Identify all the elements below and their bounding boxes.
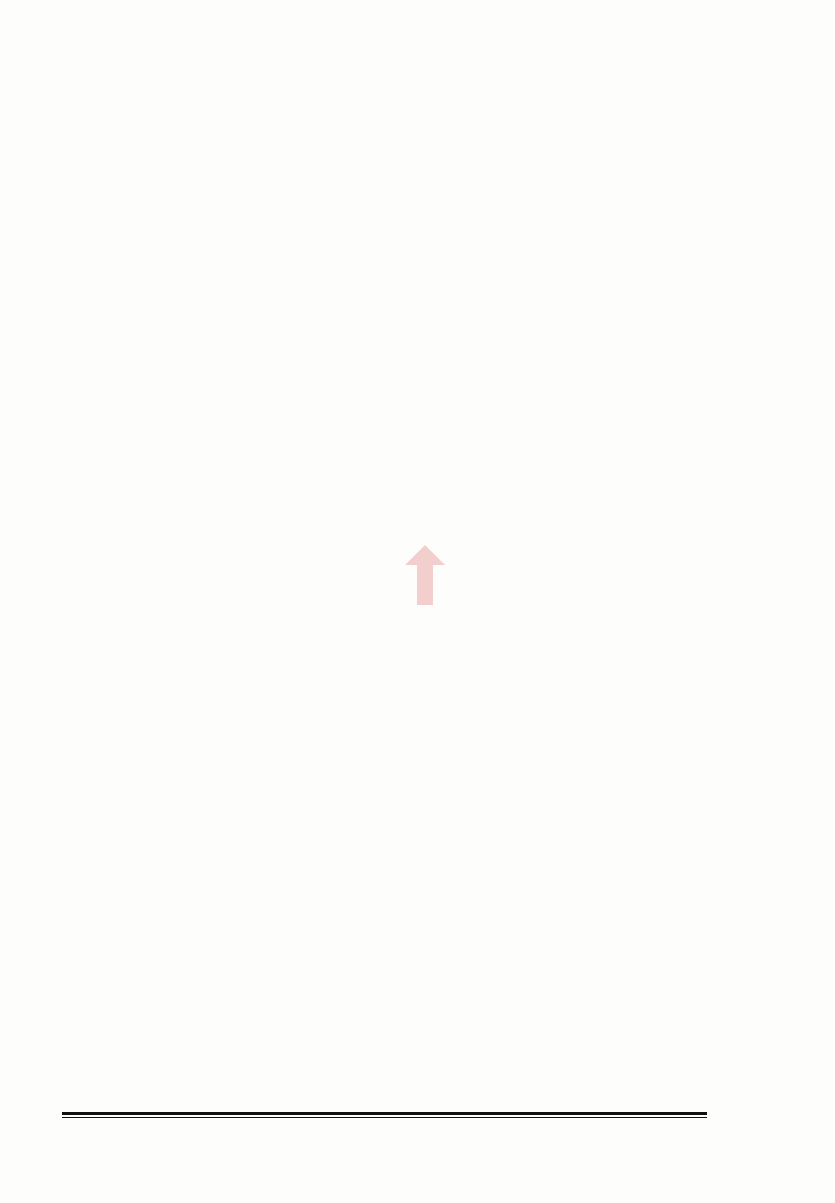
archive-watermark <box>180 575 660 685</box>
footer-rule-thin <box>62 1117 707 1118</box>
footer-rule <box>62 1112 707 1115</box>
decorative-border-ornament <box>62 96 772 136</box>
watermark-logo-icon <box>405 545 445 605</box>
